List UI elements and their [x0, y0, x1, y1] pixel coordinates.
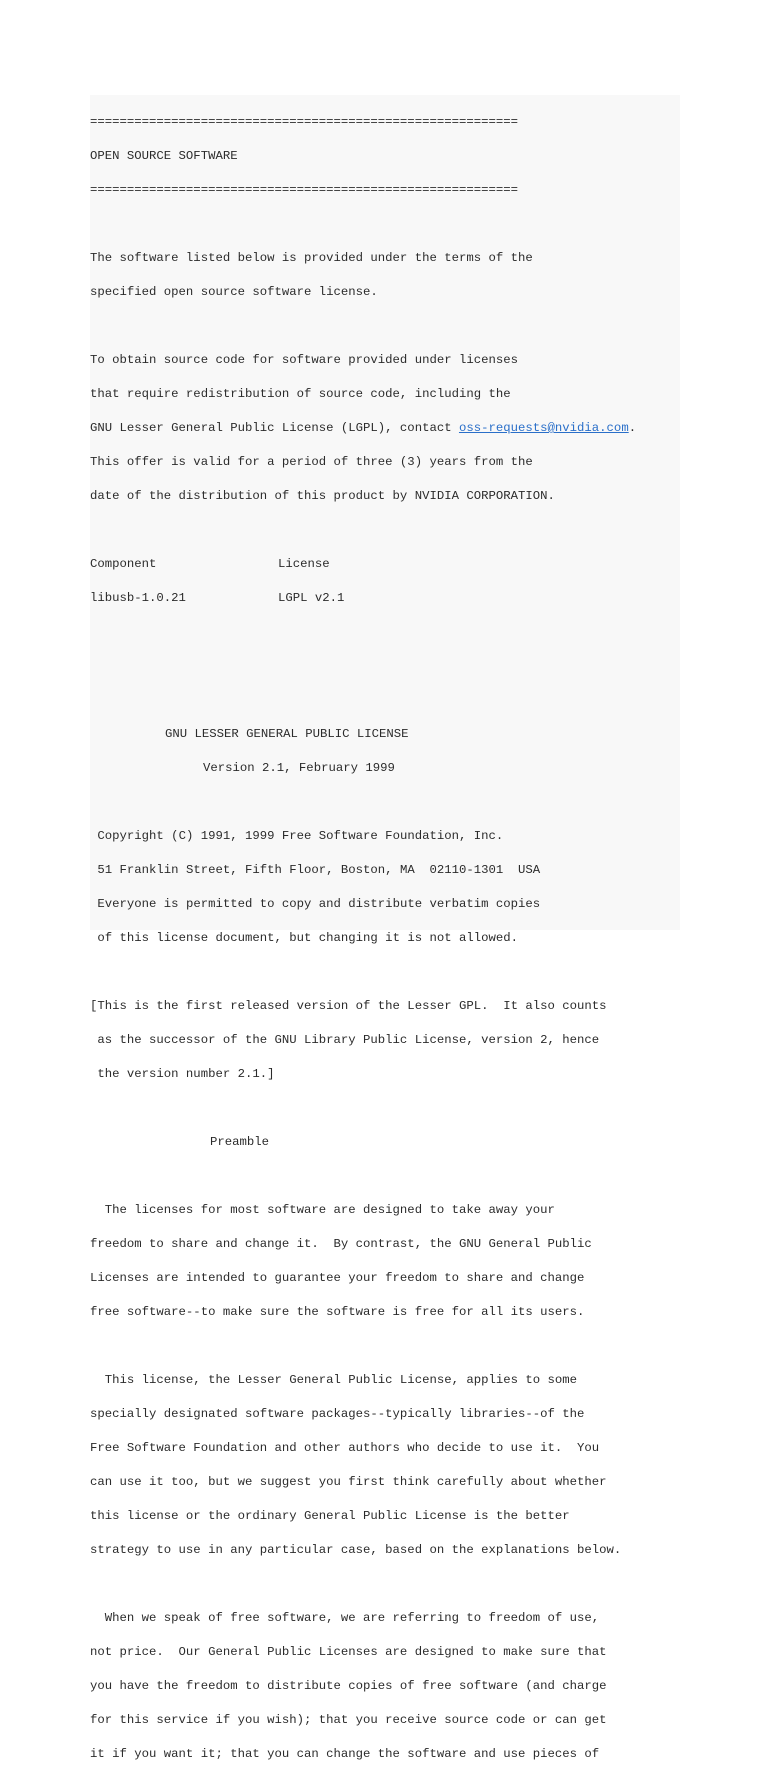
paragraph-line: specially designated software packages--typically libraries--of the: [90, 1407, 585, 1421]
column-header-license: License: [278, 557, 330, 571]
component-name: libusb-1.0.21: [90, 591, 186, 605]
license-document: [90, 95, 680, 1780]
header-rule-bottom: ==========================================================: [90, 183, 519, 197]
header-rule-top: ==========================================================: [90, 115, 519, 129]
paragraph-line: The licenses for most software are designed to take away your: [90, 1203, 555, 1217]
permission-line: of this license document, but changing it is not allowed.: [97, 931, 519, 945]
version-note-line: the version number 2.1.]: [90, 1067, 275, 1081]
address-line: 51 Franklin Street, Fifth Floor, Boston, MA 02110-1301 USA: [97, 863, 541, 877]
paragraph-line: This license, the Lesser General Public License, applies to some: [90, 1373, 578, 1387]
license-title: GNU LESSER GENERAL PUBLIC LICENSE: [165, 727, 409, 741]
contact-prefix: GNU Lesser General Public License (LGPL), contact: [90, 421, 459, 435]
intro-line: The software listed below is provided under the terms of the: [90, 251, 533, 265]
paragraph-line: free software--to make sure the software is free for all its users.: [90, 1305, 585, 1319]
version-note-line: [This is the first released version of the Lesser GPL. It also counts: [90, 999, 607, 1013]
paragraph-line: it if you want it; that you can change the software and use pieces of: [90, 1747, 600, 1761]
paragraph-line: When we speak of free software, we are referring to freedom of use,: [90, 1611, 600, 1625]
intro-line: specified open source software license.: [90, 285, 378, 299]
source-offer-line: This offer is valid for a period of three (3) years from the: [90, 455, 533, 469]
column-header-component: Component: [90, 557, 157, 571]
paragraph-line: Free Software Foundation and other authors who decide to use it. You: [90, 1441, 600, 1455]
paragraph-line: this license or the ordinary General Public License is the better: [90, 1509, 570, 1523]
paragraph-line: not price. Our General Public Licenses are designed to make sure that: [90, 1645, 607, 1659]
document-title: OPEN SOURCE SOFTWARE: [90, 149, 238, 163]
paragraph-line: freedom to share and change it. By contrast, the GNU General Public: [90, 1237, 592, 1251]
copyright-line: Copyright (C) 1991, 1999 Free Software Foundation, Inc.: [97, 829, 504, 843]
contact-suffix: .: [628, 421, 637, 435]
source-offer-line: that require redistribution of source code, including the: [90, 387, 511, 401]
permission-line: Everyone is permitted to copy and distribute verbatim copies: [97, 897, 541, 911]
paragraph-line: you have the freedom to distribute copies of free software (and charge: [90, 1679, 607, 1693]
source-offer-line: date of the distribution of this product by NVIDIA CORPORATION.: [90, 489, 555, 503]
version-note-line: as the successor of the GNU Library Public License, version 2, hence: [90, 1033, 600, 1047]
paragraph-line: for this service if you wish); that you receive source code or can get: [90, 1713, 607, 1727]
document-page: [90, 95, 680, 1761]
source-offer-contact-line: [90, 420, 680, 437]
paragraph-line: Licenses are intended to guarantee your freedom to share and change: [90, 1271, 585, 1285]
component-table-header: [90, 556, 680, 573]
email-link[interactable]: oss-requests@nvidia.com: [458, 421, 629, 435]
paragraph-line: strategy to use in any particular case, based on the explanations below.: [90, 1543, 622, 1557]
component-license: LGPL v2.1: [278, 591, 345, 605]
paragraph-line: can use it too, but we suggest you first think carefully about whether: [90, 1475, 607, 1489]
preamble-heading: Preamble: [210, 1135, 270, 1149]
license-version: Version 2.1, February 1999: [203, 761, 395, 775]
source-offer-line: To obtain source code for software provided under licenses: [90, 353, 519, 367]
table-row: [90, 590, 680, 607]
